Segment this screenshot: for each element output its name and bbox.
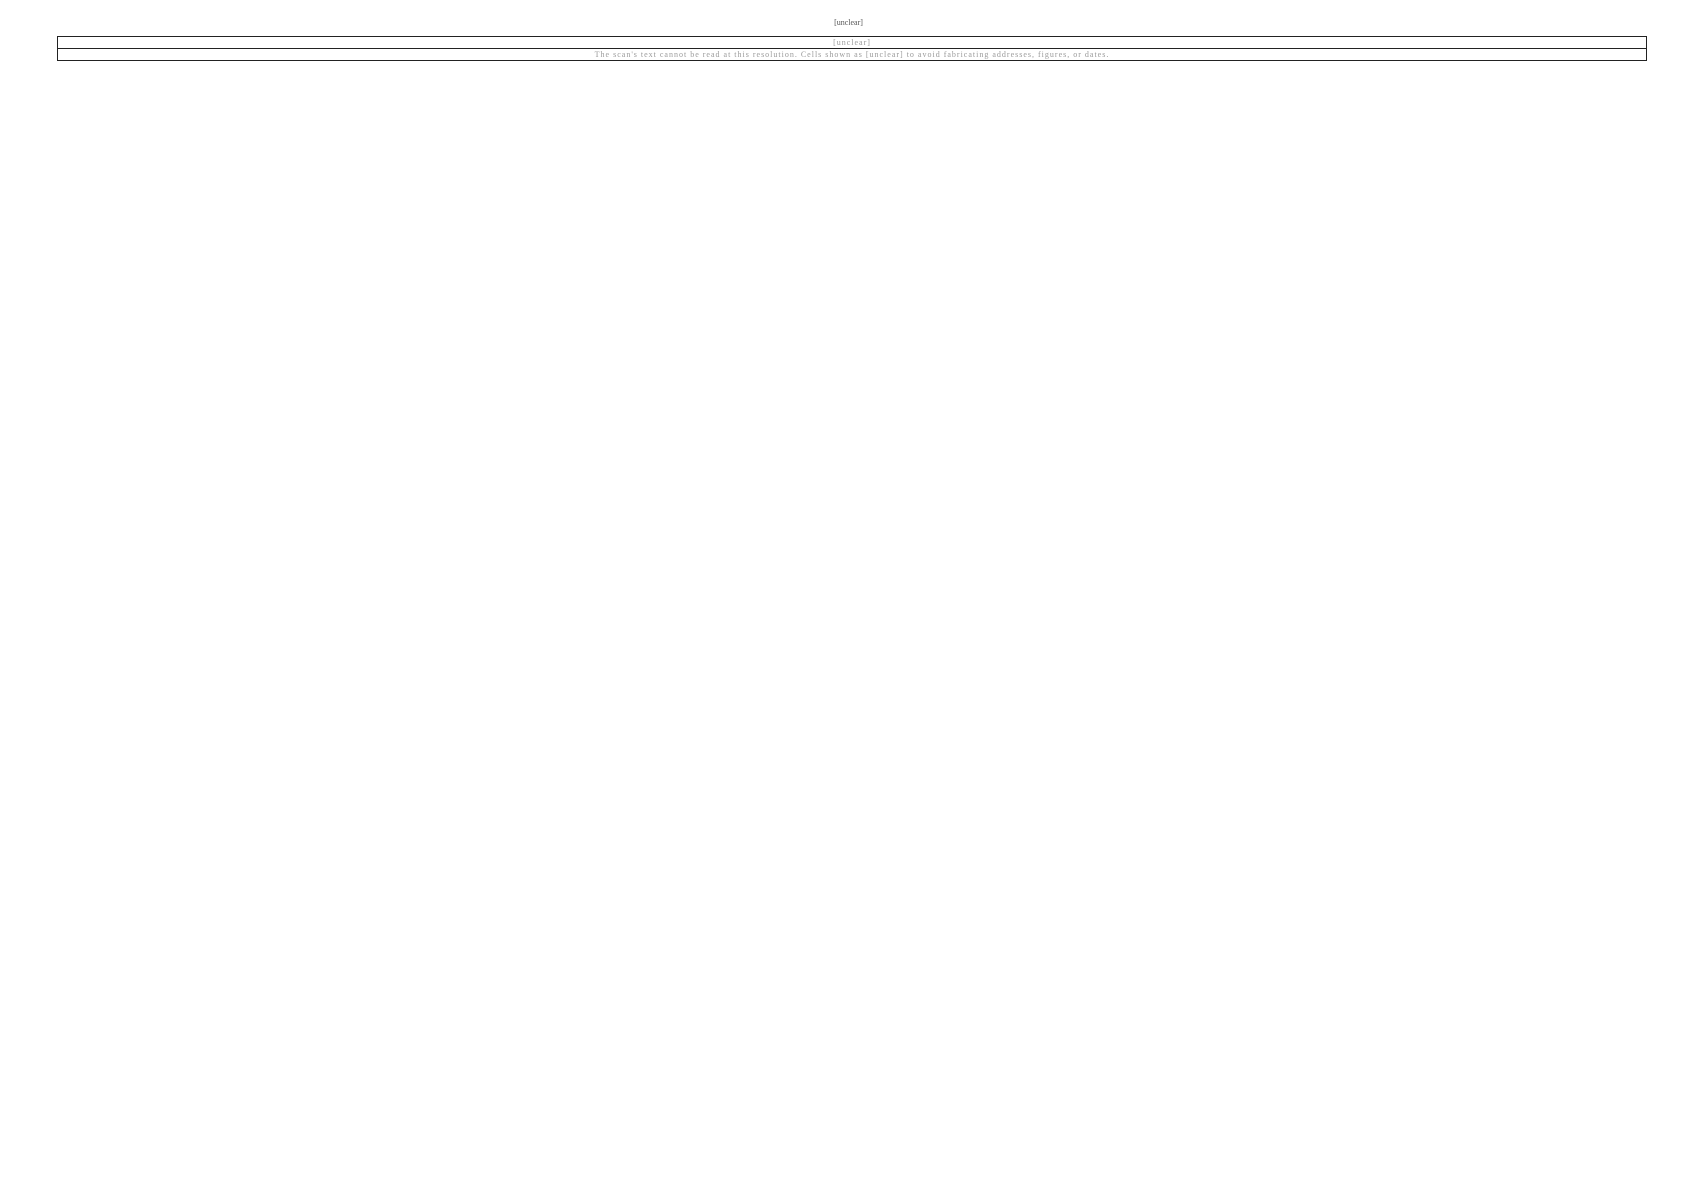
- page-number: [unclear]: [834, 18, 863, 27]
- table-row: [58, 49, 1647, 61]
- table-row: [58, 37, 1647, 49]
- table-cell: [unclear]: [58, 37, 1647, 49]
- table-note: The scan's text cannot be read at this resolution. Cells shown as [unclear] to avoid fabricating addresses, figures, or dates.: [58, 49, 1647, 61]
- housing-repair-register-table: [57, 36, 1647, 61]
